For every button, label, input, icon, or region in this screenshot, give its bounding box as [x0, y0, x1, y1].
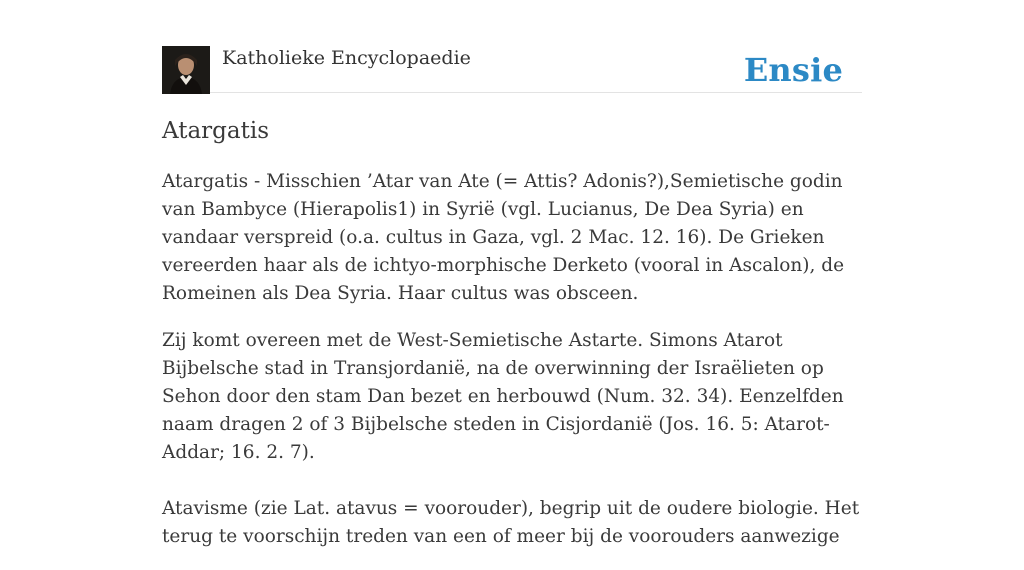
portrait-avatar-icon[interactable] [162, 46, 210, 94]
article-body [162, 168, 866, 570]
ensie-logo[interactable]: Ensie [743, 51, 843, 89]
article-title: Atargatis [162, 118, 269, 144]
source-title[interactable]: Katholieke Encyclopaedie [222, 47, 471, 69]
portrait-avatar-svg [162, 46, 210, 94]
article-paragraph: Atavisme (zie Lat. atavus = voorouder), begrip uit de oudere biologie. Het terug te voorschijn treden van een of meer bij de voorouders aanwezige [162, 498, 860, 547]
article-paragraph: Atargatis - Misschien ’Atar van Ate (= Attis? Adonis?),Semietische godin van Bambyce (Hierapolis1) in Syrië (vgl. Lucianus, De Dea Syria) en vandaar verspreid (o.a. cultus in Gaza, vgl. 2 Mac. 12. 16). De Grieken vereerden haar als de ichtyo-morphische Derketo (vooral in Ascalon), de Romeinen als Dea Syria. Haar cultus was obsceen. [162, 171, 845, 304]
article-paragraph: Zij komt overeen met de West-Semietische Astarte. Simons Atarot Bijbelsche stad in Transjordanië, na de overwinning der Israëlieten op Sehon door den stam Dan bezet en herbouwd (Num. 32. 34). Eenzelfden naam dragen 2 of 3 Bijbelsche steden in Cisjordanië (Jos. 16. 5: Atarot-Addar; 16. 2. 7). [162, 330, 844, 463]
header [162, 46, 862, 93]
